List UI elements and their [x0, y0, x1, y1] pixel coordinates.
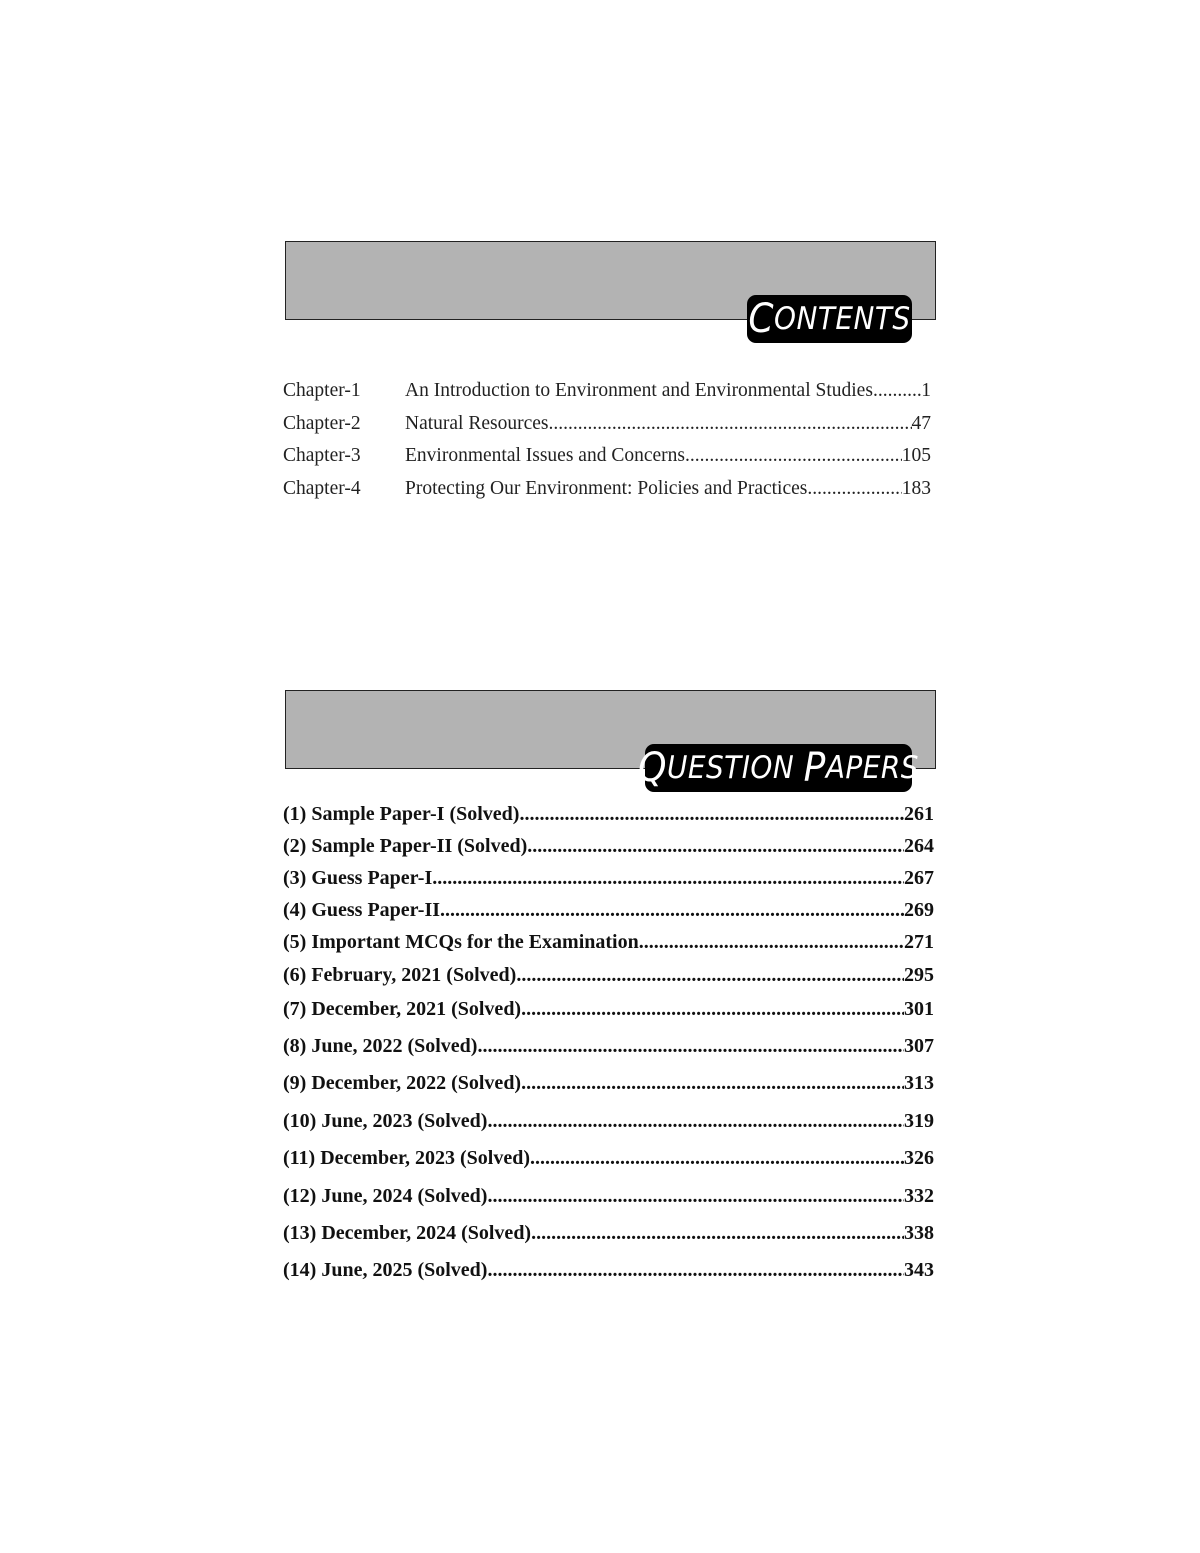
question-paper-row[interactable] — [283, 931, 934, 954]
question-paper-row[interactable] — [283, 899, 934, 922]
question-paper-row[interactable] — [283, 835, 934, 858]
paper-page: 271 — [904, 931, 934, 953]
question-paper-row[interactable] — [283, 867, 934, 890]
qp-heading-cap-1: Q — [638, 745, 667, 791]
question-paper-row[interactable] — [283, 1147, 934, 1170]
paper-page: 319 — [904, 1110, 934, 1132]
paper-title: (9) December, 2022 (Solved) — [283, 1072, 522, 1094]
paper-title: (4) Guess Paper-II — [283, 899, 441, 921]
dot-leader — [487, 1185, 904, 1208]
contents-list — [283, 380, 931, 510]
paper-title: (8) June, 2022 (Solved) — [283, 1035, 478, 1057]
paper-title: (6) February, 2021 (Solved) — [283, 964, 517, 986]
paper-page: 261 — [904, 803, 934, 825]
paper-title: (14) June, 2025 (Solved) — [283, 1259, 488, 1281]
contents-heading-rest: ONTENTS — [774, 301, 911, 337]
contents-row[interactable] — [283, 445, 931, 478]
chapter-title: Natural Resources — [405, 412, 549, 434]
paper-title: (3) Guess Paper-I — [283, 867, 433, 889]
question-paper-row[interactable] — [283, 1222, 934, 1245]
dot-leader — [530, 1147, 904, 1170]
contents-row[interactable] — [283, 380, 931, 413]
chapter-number: Chapter-4 — [283, 477, 361, 499]
paper-title: (10) June, 2023 (Solved) — [283, 1110, 488, 1132]
paper-title: (13) December, 2024 (Solved) — [283, 1222, 532, 1244]
paper-page: 269 — [904, 899, 934, 921]
paper-page: 343 — [904, 1259, 934, 1281]
chapter-title: Protecting Our Environment: Policies and Practices — [405, 477, 808, 499]
dot-leader — [639, 931, 904, 954]
paper-page: 338 — [904, 1222, 934, 1244]
dot-leader — [521, 998, 904, 1021]
dot-leader — [516, 964, 904, 987]
contents-row[interactable] — [283, 478, 931, 511]
paper-page: 332 — [904, 1185, 934, 1207]
question-paper-row[interactable] — [283, 803, 934, 826]
chapter-number: Chapter-3 — [283, 445, 361, 466]
contents-heading — [747, 295, 912, 343]
chapter-page: 105 — [901, 445, 931, 466]
contents-heading-cap: C — [748, 296, 775, 342]
qp-heading-rest-2: APERS — [825, 750, 919, 786]
question-paper-row[interactable] — [283, 998, 934, 1021]
dot-leader — [440, 899, 904, 922]
chapter-page: 1 — [921, 380, 931, 401]
dot-leader — [477, 1035, 904, 1058]
paper-title: (12) June, 2024 (Solved) — [283, 1185, 488, 1207]
paper-title: (11) December, 2023 (Solved) — [283, 1147, 530, 1169]
paper-page: 264 — [904, 835, 934, 857]
question-paper-row[interactable] — [283, 964, 934, 987]
paper-page: 326 — [904, 1147, 934, 1169]
dot-leader — [873, 380, 921, 402]
chapter-title: An Introduction to Environment and Environmental Studies — [405, 380, 873, 401]
chapter-page: 47 — [911, 412, 931, 434]
question-paper-row[interactable] — [283, 1259, 934, 1282]
question-papers-heading — [638, 744, 919, 792]
dot-leader — [531, 1222, 904, 1245]
qp-heading-rest-1: UESTION — [666, 750, 804, 786]
question-paper-row[interactable] — [283, 1110, 934, 1133]
paper-page: 295 — [904, 964, 934, 986]
paper-title: (2) Sample Paper-II (Solved) — [283, 835, 528, 857]
contents-row[interactable] — [283, 413, 931, 446]
dot-leader — [487, 1110, 904, 1133]
paper-page: 307 — [904, 1035, 934, 1057]
paper-title: (1) Sample Paper-I (Solved) — [283, 803, 520, 825]
dot-leader — [487, 1259, 904, 1282]
chapter-page: 183 — [901, 477, 931, 499]
question-paper-row[interactable] — [283, 1185, 934, 1208]
dot-leader — [549, 413, 912, 435]
question-paper-row[interactable] — [283, 1035, 934, 1058]
paper-title: (5) Important MCQs for the Examination — [283, 931, 639, 953]
chapter-title: Environmental Issues and Concerns — [405, 445, 685, 466]
dot-leader — [527, 835, 904, 858]
paper-title: (7) December, 2021 (Solved) — [283, 998, 522, 1020]
chapter-number: Chapter-1 — [283, 380, 361, 401]
dot-leader — [807, 478, 901, 500]
question-paper-row[interactable] — [283, 1072, 934, 1095]
dot-leader — [521, 1072, 904, 1095]
dot-leader — [685, 445, 902, 467]
chapter-number: Chapter-2 — [283, 412, 361, 434]
paper-page: 267 — [904, 867, 934, 889]
dot-leader — [519, 803, 904, 826]
paper-page: 301 — [904, 998, 934, 1020]
qp-heading-cap-2: P — [803, 745, 826, 791]
dot-leader — [432, 867, 904, 890]
paper-page: 313 — [904, 1072, 934, 1094]
